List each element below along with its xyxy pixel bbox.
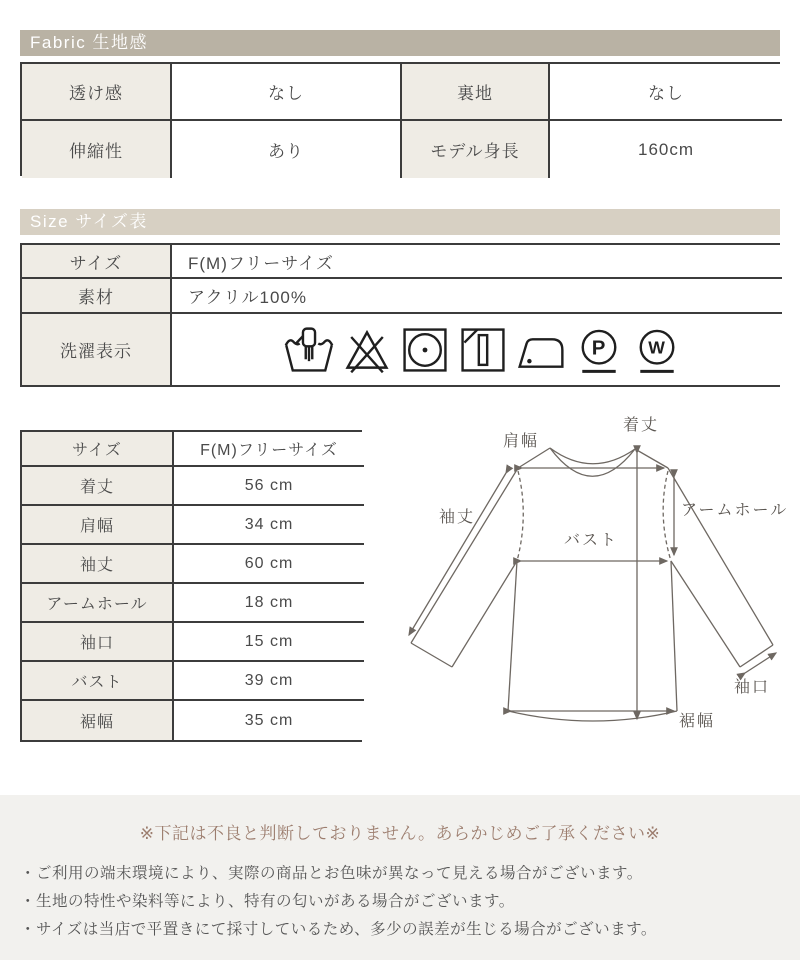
diagram-label-cuff: 袖口 [733, 679, 771, 696]
svg-text:P: P [591, 337, 607, 360]
measurement-table [20, 430, 362, 742]
measure-label-cuff: 袖口 [22, 623, 174, 662]
fabric-section-title: Fabric 生地感 [20, 30, 780, 56]
material-label: 素材 [22, 279, 172, 314]
diagram-label-shoulder-width: 肩幅 [502, 433, 540, 450]
notes-heading: ※下記は不良と判断しておりません。あらかじめご了承ください※ [139, 824, 661, 843]
note-item-size-error: ・サイズは当店で平置きにて採寸しているため、多少の誤差が生じる場合がございます。 [20, 921, 657, 938]
size-section-title: Size サイズ表 [20, 209, 780, 235]
notes-list [0, 860, 800, 944]
note-item-color: ・ご利用の端末環境により、実際の商品とお色味が異なって見える場合がございます。 [20, 865, 643, 882]
measure-value-armhole: 18 cm [174, 584, 364, 623]
measure-label-hem: 裾幅 [22, 701, 174, 740]
measure-header-value: F(M)フリーサイズ [174, 432, 364, 467]
measure-value-bust: 39 cm [174, 662, 364, 701]
fabric-value-model-height: 160cm [550, 121, 782, 178]
care-label: 洗濯表示 [22, 314, 172, 385]
fabric-table [20, 62, 780, 176]
fabric-value-lining: なし [550, 64, 782, 121]
line-dry-in-shade-icon [457, 324, 509, 376]
hand-wash-icon [283, 324, 335, 376]
size-label: サイズ [22, 245, 172, 279]
garment-measurement-diagram [393, 413, 800, 761]
measure-label-body-length: 着丈 [22, 467, 174, 506]
diagram-label-armhole: アームホール [681, 502, 789, 519]
care-icons-row [172, 314, 782, 385]
fabric-value-stretch: あり [172, 121, 402, 178]
measure-label-shoulder: 肩幅 [22, 506, 174, 545]
fabric-label-lining: 裏地 [402, 64, 550, 121]
diagram-label-body-length: 着丈 [622, 417, 660, 434]
fabric-label-stretch: 伸縮性 [22, 121, 172, 178]
do-not-bleach-icon [341, 324, 393, 376]
fabric-label-model-height: モデル身長 [402, 121, 550, 178]
dry-clean-p-icon [573, 324, 625, 376]
measure-value-body-length: 56 cm [174, 467, 364, 506]
wet-clean-w-icon [631, 324, 683, 376]
measure-value-hem: 35 cm [174, 701, 364, 740]
measure-header-label: サイズ [22, 432, 174, 467]
notes-section [0, 795, 800, 960]
diagram-label-bust: バスト [563, 532, 619, 549]
measure-label-sleeve: 袖丈 [22, 545, 174, 584]
size-value: F(M)フリーサイズ [172, 245, 782, 279]
tumble-dry-low-icon [399, 324, 451, 376]
measure-value-shoulder: 34 cm [174, 506, 364, 545]
fabric-label-sheerness: 透け感 [22, 64, 172, 121]
material-value: アクリル100% [172, 279, 782, 314]
measure-label-armhole: アームホール [22, 584, 174, 623]
measure-value-sleeve: 60 cm [174, 545, 364, 584]
diagram-label-hem-width: 裾幅 [679, 713, 716, 730]
measure-value-cuff: 15 cm [174, 623, 364, 662]
note-item-smell: ・生地の特性や染料等により、特有の匂いがある場合がございます。 [20, 893, 515, 910]
measure-label-bust: バスト [22, 662, 174, 701]
diagram-label-sleeve-length: 袖丈 [438, 509, 476, 526]
svg-text:W: W [648, 337, 666, 358]
iron-low-icon [515, 324, 567, 376]
size-info-table [20, 243, 780, 387]
fabric-value-sheerness: なし [172, 64, 402, 121]
